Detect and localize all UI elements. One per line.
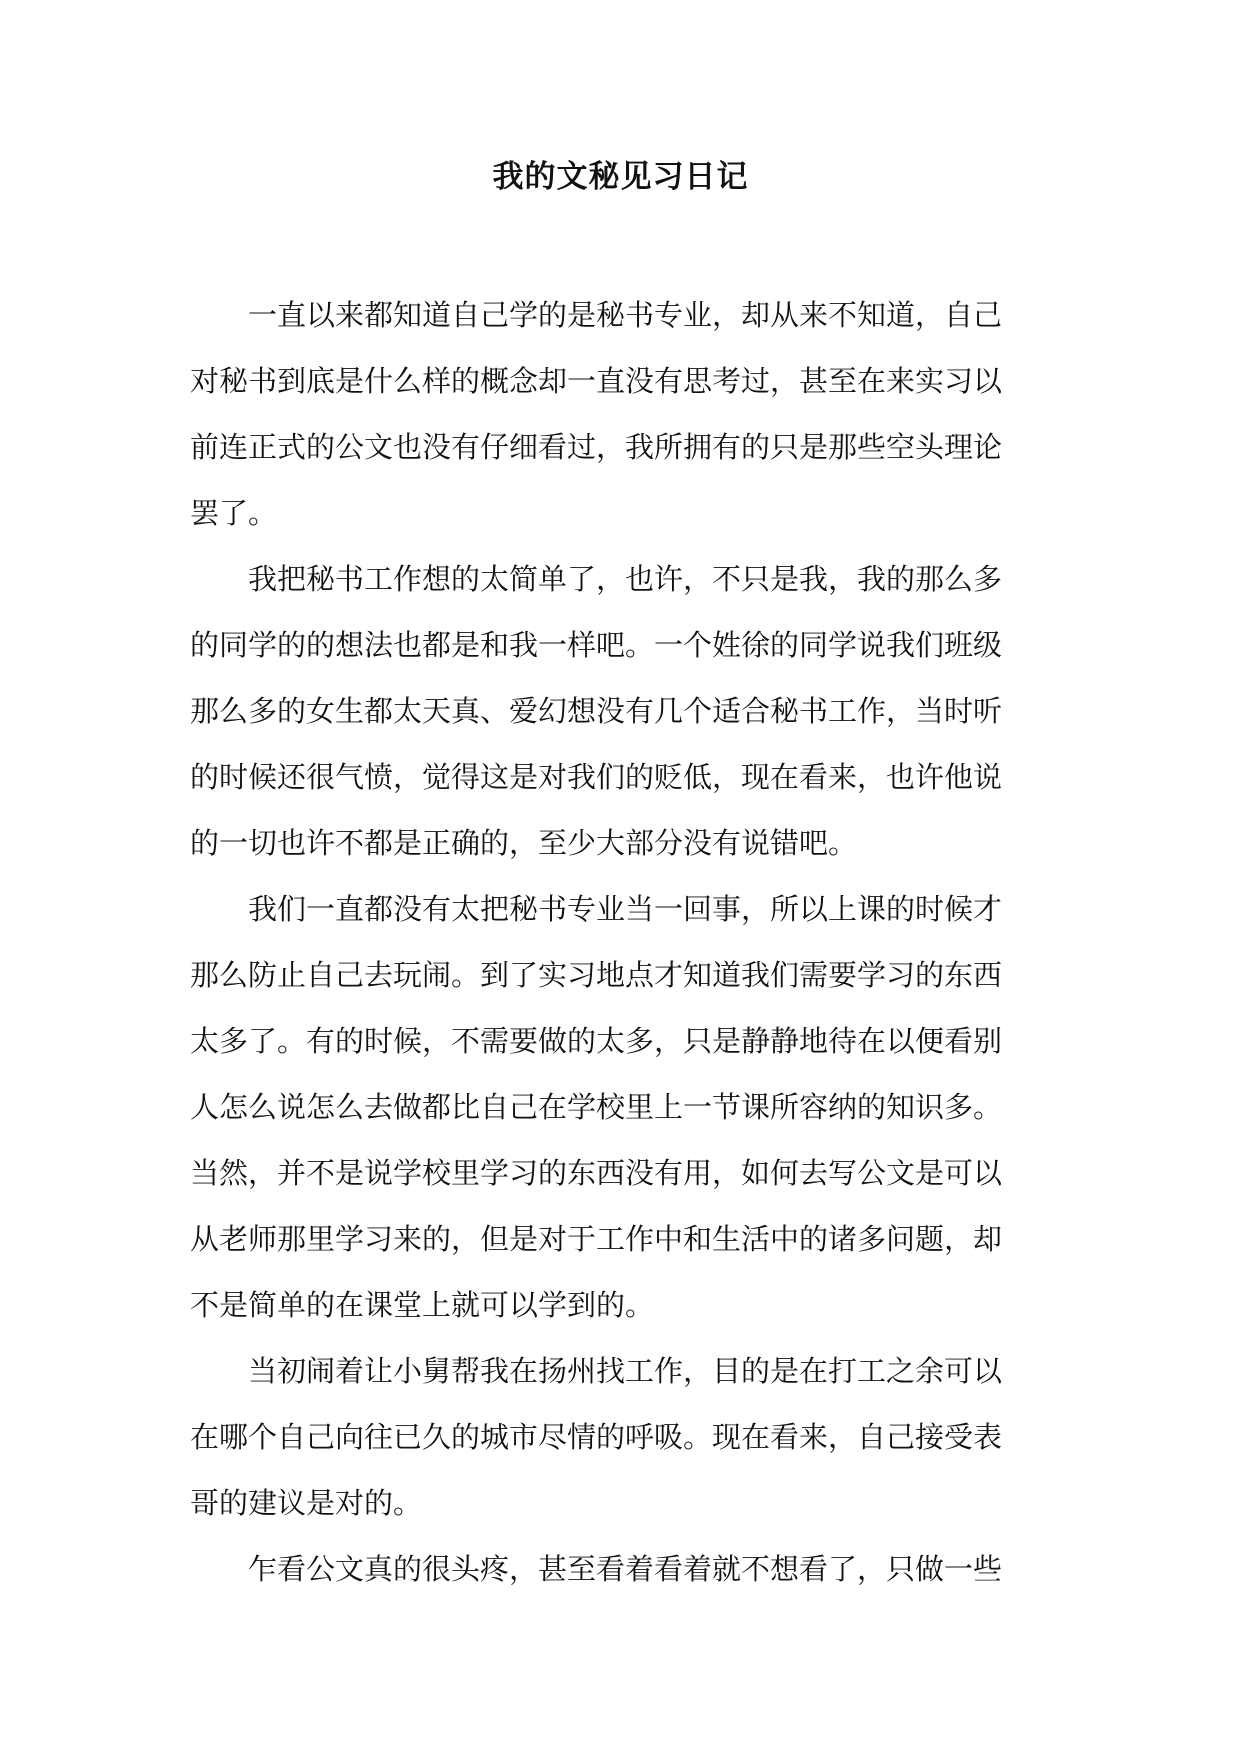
- text-line: 罢了。: [190, 496, 278, 530]
- text-line: 一直以来都知道自己学的是秘书专业，却从来不知道，自己: [248, 298, 1003, 332]
- text-line: 对秘书到底是什么样的概念却一直没有思考过，甚至在来实习以: [190, 364, 1003, 398]
- paragraph: [190, 288, 1070, 552]
- document-body: [190, 288, 1070, 1608]
- text-line: 我们一直都没有太把秘书专业当一回事，所以上课的时候才: [248, 892, 1003, 926]
- document-title: 我的文秘见习日记: [492, 159, 749, 195]
- text-line: 当初闹着让小舅帮我在扬州找工作，目的是在打工之余可以: [248, 1354, 1003, 1388]
- text-line: 前连正式的公文也没有仔细看过，我所拥有的只是那些空头理论: [190, 430, 1003, 464]
- text-line: 我把秘书工作想的太简单了，也许，不只是我，我的那么多: [248, 562, 1003, 596]
- paragraph: [190, 882, 1070, 1344]
- text-line: 当然，并不是说学校里学习的东西没有用，如何去写公文是可以: [190, 1156, 1003, 1190]
- text-line: 那么多的女生都太天真、爱幻想没有几个适合秘书工作，当时听: [190, 694, 1003, 728]
- text-line: 人怎么说怎么去做都比自己在学校里上一节课所容纳的知识多。: [190, 1090, 1003, 1124]
- paragraph: [190, 1344, 1070, 1542]
- text-line: 在哪个自己向往已久的城市尽情的呼吸。现在看来，自己接受表: [190, 1420, 1003, 1454]
- text-line: 从老师那里学习来的，但是对于工作中和生活中的诸多问题，却: [190, 1222, 1003, 1256]
- text-line: 哥的建议是对的。: [190, 1486, 423, 1520]
- text-line: 的时候还很气愤，觉得这是对我们的贬低，现在看来，也许他说: [190, 760, 1003, 794]
- text-line: 乍看公文真的很头疼，甚至看着看着就不想看了，只做一些: [248, 1552, 1003, 1586]
- text-line: 不是简单的在课堂上就可以学到的。: [190, 1288, 655, 1322]
- text-line: 的同学的的想法也都是和我一样吧。一个姓徐的同学说我们班级: [190, 628, 1003, 662]
- text-line: 太多了。有的时候，不需要做的太多，只是静静地待在以便看别: [190, 1024, 1003, 1058]
- paragraph: [190, 1542, 1070, 1608]
- text-line: 那么防止自己去玩闹。到了实习地点才知道我们需要学习的东西: [190, 958, 1003, 992]
- paragraph: [190, 552, 1070, 882]
- text-line: 的一切也许不都是正确的，至少大部分没有说错吧。: [190, 826, 858, 860]
